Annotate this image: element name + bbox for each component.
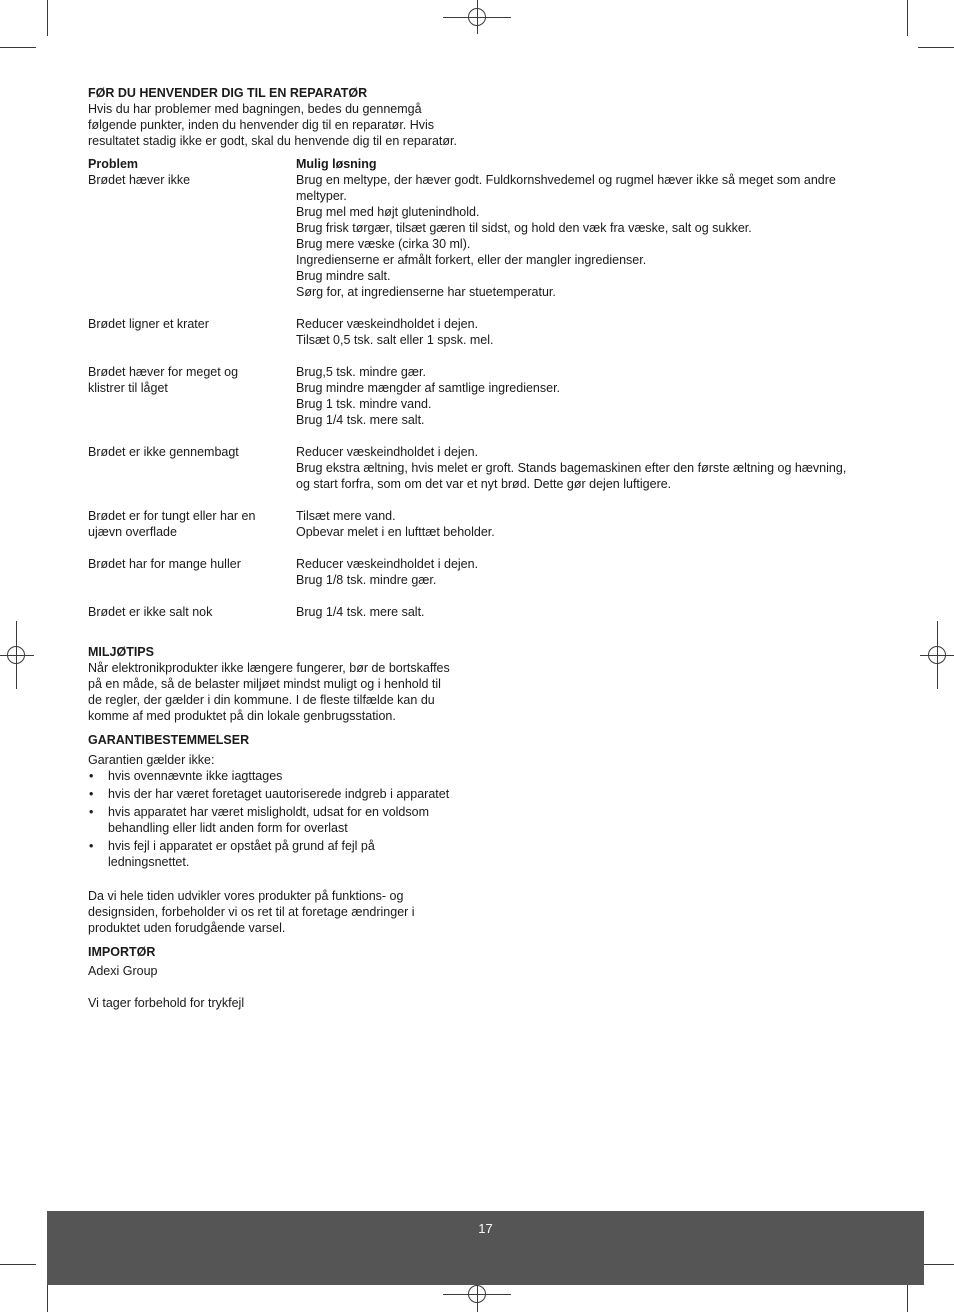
solution-cell	[296, 364, 866, 428]
environment-line: Når elektronikprodukter ikke længere fungerer, bør de bortskaffes	[88, 661, 450, 675]
table-row	[88, 316, 888, 348]
solution-text: Brug mel med højt glutenindhold.	[296, 205, 480, 219]
solution-text: Brug 1/4 tsk. mere salt.	[296, 413, 425, 427]
list-item-text: • hvis ovennævnte ikke iagttages	[108, 769, 283, 783]
list-item	[88, 786, 888, 802]
page-content	[88, 85, 888, 1011]
environment-section	[88, 644, 888, 724]
solution-cell	[296, 508, 866, 540]
closing-line: designsiden, forbeholder vi os ret til at foretage ændringer i	[88, 905, 415, 919]
column-header-problem: Problem	[88, 157, 139, 171]
solution-text: Opbevar melet i en lufttæt beholder.	[296, 525, 495, 539]
closing-line: produktet uden forudgående varsel.	[88, 921, 286, 935]
warranty-intro: Garantien gælder ikke:	[88, 753, 215, 767]
problem-cell	[88, 508, 296, 540]
list-item-text: • hvis der har været foretaget uautoriserede indgreb i apparatet	[108, 787, 450, 801]
warranty-closing	[88, 888, 888, 936]
crop-mark	[918, 47, 954, 48]
problem-text: Brødet hæver for meget og	[88, 365, 239, 379]
intro-line: følgende punkter, inden du henvender dig til en reparatør. Hvis	[88, 118, 435, 132]
table-row	[88, 604, 888, 620]
solution-text: Ingredienserne er afmålt forkert, eller der mangler ingredienser.	[296, 253, 647, 267]
problem-text: Brødet er ikke salt nok	[88, 605, 213, 619]
table-row	[88, 172, 888, 300]
intro-line: resultatet stadig ikke er godt, skal du henvende dig til en reparatør.	[88, 134, 457, 148]
crop-mark	[0, 1264, 36, 1265]
page-number: 17	[478, 1221, 493, 1236]
environment-heading: MILJØTIPS	[88, 645, 154, 659]
solution-cell	[296, 316, 866, 348]
problem-text: Brødet er for tungt eller har en	[88, 509, 256, 523]
repair-intro	[88, 101, 888, 149]
intro-line: Hvis du har problemer med bagningen, bedes du gennemgå	[88, 102, 422, 116]
warranty-list	[88, 768, 888, 870]
solution-text: Tilsæt 0,5 tsk. salt eller 1 spsk. mel.	[296, 333, 494, 347]
solution-text: Brug 1 tsk. mindre vand.	[296, 397, 432, 411]
solution-text: Brug,5 tsk. mindre gær.	[296, 365, 426, 379]
solution-cell	[296, 172, 866, 300]
crop-mark	[47, 0, 48, 36]
solution-cell	[296, 556, 866, 588]
problem-cell	[88, 604, 296, 620]
table-row	[88, 364, 888, 428]
repair-heading: FØR DU HENVENDER DIG TIL EN REPARATØR	[88, 86, 368, 100]
importer-name: Adexi Group	[88, 964, 158, 978]
list-item	[88, 768, 888, 784]
problem-cell	[88, 556, 296, 588]
solution-text: Brug 1/4 tsk. mere salt.	[296, 605, 425, 619]
problem-text: Brødet hæver ikke	[88, 173, 191, 187]
environment-line: de regler, der gælder i din kommune. I de fleste tilfælde kan du	[88, 693, 435, 707]
crop-mark	[0, 47, 36, 48]
solution-text: Brug mindre salt.	[296, 269, 391, 283]
table-row	[88, 444, 888, 492]
solution-text: Brug 1/8 tsk. mindre gær.	[296, 573, 437, 587]
problem-text: klistrer til låget	[88, 381, 168, 395]
crop-mark	[907, 0, 908, 36]
solution-text: meltyper.	[296, 189, 347, 203]
solution-text: Brug frisk tørgær, tilsæt gæren til sidst, og hold den væk fra væske, salt og sukker.	[296, 221, 752, 235]
problem-text: Brødet er ikke gennembagt	[88, 445, 239, 459]
list-item	[88, 838, 888, 870]
importer-heading: IMPORTØR	[88, 945, 156, 959]
warranty-section	[88, 732, 888, 936]
solution-text: Brug mindre mængder af samtlige ingredienser.	[296, 381, 561, 395]
troubleshooting-table	[88, 156, 888, 620]
solution-cell	[296, 444, 866, 492]
solution-text: Reducer væskeindholdet i dejen.	[296, 557, 479, 571]
print-disclaimer: Vi tager forbehold for trykfejl	[88, 996, 245, 1010]
column-header-solution: Mulig løsning	[296, 157, 377, 171]
solution-text: Brug mere væske (cirka 30 ml).	[296, 237, 471, 251]
environment-line: komme af med produktet på din lokale genbrugsstation.	[88, 709, 396, 723]
solution-text: Brug ekstra æltning, hvis melet er groft. Stands bagemaskinen efter den første æltning og hævning,	[296, 461, 847, 475]
solution-text: Reducer væskeindholdet i dejen.	[296, 317, 479, 331]
problem-text: ujævn overflade	[88, 525, 177, 539]
environment-line: på en måde, så de belaster miljøet mindst muligt og i henhold til	[88, 677, 441, 691]
problem-cell	[88, 444, 296, 492]
problem-text: Brødet har for mange huller	[88, 557, 241, 571]
problem-cell	[88, 364, 296, 428]
list-item-text: behandling eller lidt anden form for overlast	[108, 821, 348, 835]
solution-text: Brug en meltype, der hæver godt. Fuldkornshvedemel og rugmel hæver ikke så meget som andre	[296, 173, 836, 187]
closing-line: Da vi hele tiden udvikler vores produkter på funktions- og	[88, 889, 404, 903]
list-item-text: • hvis apparatet har været misligholdt, udsat for en voldsom	[108, 805, 429, 819]
solution-text: Sørg for, at ingredienserne har stuetemperatur.	[296, 285, 556, 299]
solution-cell	[296, 604, 866, 620]
registration-circle	[928, 646, 946, 664]
table-row	[88, 556, 888, 588]
problem-cell	[88, 316, 296, 348]
importer-section	[88, 944, 888, 1011]
solution-text: Reducer væskeindholdet i dejen.	[296, 445, 479, 459]
registration-circle	[468, 8, 486, 26]
list-item-text: • hvis fejl i apparatet er opstået på grund af fejl på	[108, 839, 375, 853]
table-header-row	[88, 156, 888, 172]
solution-text: Tilsæt mere vand.	[296, 509, 396, 523]
problem-cell	[88, 172, 296, 300]
registration-circle	[7, 646, 25, 664]
environment-text	[88, 660, 460, 724]
list-item	[88, 804, 888, 836]
registration-circle	[468, 1285, 486, 1303]
warranty-heading: GARANTIBESTEMMELSER	[88, 733, 250, 747]
list-item-text: ledningsnettet.	[108, 855, 190, 869]
table-row	[88, 508, 888, 540]
problem-text: Brødet ligner et krater	[88, 317, 209, 331]
footer-bar	[47, 1211, 924, 1285]
solution-text: og start forfra, som om det var et nyt brød. Dette gør dejen luftigere.	[296, 477, 672, 491]
